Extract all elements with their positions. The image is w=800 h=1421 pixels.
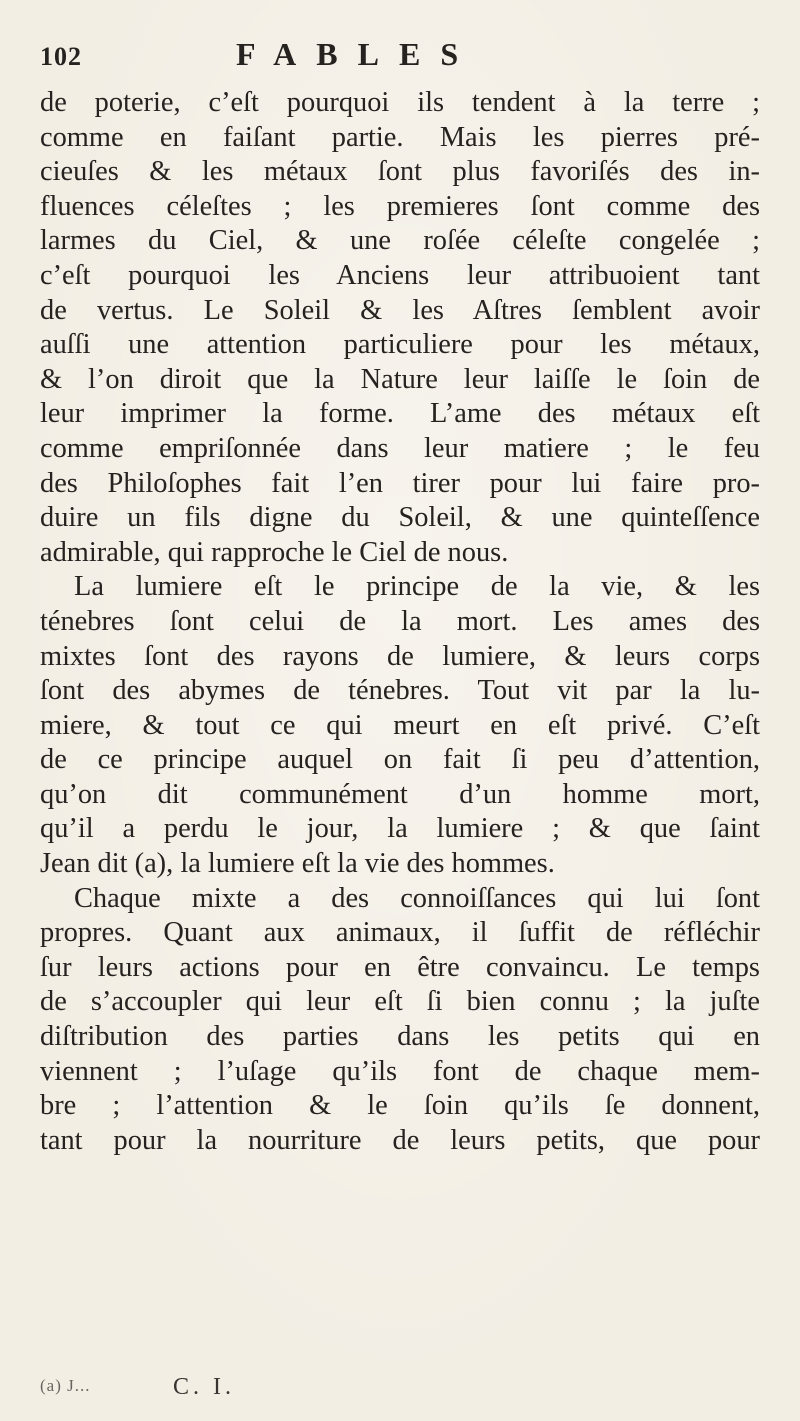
text-line: leur imprimer la forme. L’ame des métaux eſt [40,398,760,430]
footnote-fragment: (a) J... [40,1376,91,1395]
page-number: 102 [40,42,82,71]
text-line: ſont des abymes de ténebres. Tout vit par la lu- [40,675,760,707]
text-line: duire un fils digne du Soleil, & une quinteſſence [40,502,760,534]
text-line: de poterie, c’eſt pourquoi ils tendent à la terre ; [40,87,760,118]
text-line: c’eſt pourquoi les Anciens leur attribuoient tant [40,259,760,291]
text-line: comme empriſonnée dans leur matiere ; le feu [40,432,760,464]
text-line: miere, & tout ce qui meurt en eſt privé. C’eſt [40,709,760,741]
text-line: & l’on diroit que la Nature leur laiſſe le ſoin de [40,363,760,395]
text-line: ſur leurs actions pour en être convaincu. Le temps [40,951,760,983]
text-line: de ce principe auquel on fait ſi peu d’attention, [40,744,760,776]
paragraph-start-line: Chaque mixte a des connoiſſances qui lui ſont [74,882,760,914]
running-title: FABLES [236,36,479,72]
text-line: de s’accoupler qui leur eſt ſi bien connu ; la juſte [40,986,760,1018]
text-line: cieuſes & les métaux ſont plus favoriſés des in- [40,156,760,188]
text-line: fluences céleſtes ; les premieres ſont comme des [40,190,760,222]
text-line: qu’on dit communément d’un homme mort, [40,778,760,810]
text-line: Jean dit (a), la lumiere eſt la vie des hommes. [40,848,555,880]
text-line: viennent ; l’uſage qu’ils font de chaque mem- [40,1055,760,1087]
text-line: bre ; l’attention & le ſoin qu’ils ſe donnent, [40,1090,760,1122]
text-line: auſſi une attention particuliere pour les métaux, [40,329,760,361]
text-line: mixtes ſont des rayons de lumiere, & leurs corps [40,640,760,672]
text-line: des Philoſophes fait l’en tirer pour lui faire pro- [40,467,760,499]
text-line: diſtribution des parties dans les petits qui en [40,1021,760,1053]
page-header [40,36,760,82]
text-line: admirable, qui rapproche le Ciel de nous. [40,536,509,568]
text-line: propres. Quant aux animaux, il ſuffit de réfléchir [40,917,760,949]
page-footer [40,1376,760,1406]
text-line: ténebres ſont celui de la mort. Les ames des [40,605,760,637]
text-line: de vertus. Le Soleil & les Aſtres ſemblent avoir [40,294,760,326]
text-line: comme en faiſant partie. Mais les pierres pré- [40,121,760,153]
paragraph-start-line: La lumiere eſt le principe de la vie, & les [74,571,760,603]
signature-mark: C. I. [173,1374,235,1400]
text-line: larmes du Ciel, & une roſée céleſte congelée ; [40,225,760,257]
text-line: tant pour la nourriture de leurs petits, que pour [40,1124,760,1156]
text-line: qu’il a perdu le jour, la lumiere ; & que ſaint [40,813,760,845]
body-text [40,86,760,1158]
